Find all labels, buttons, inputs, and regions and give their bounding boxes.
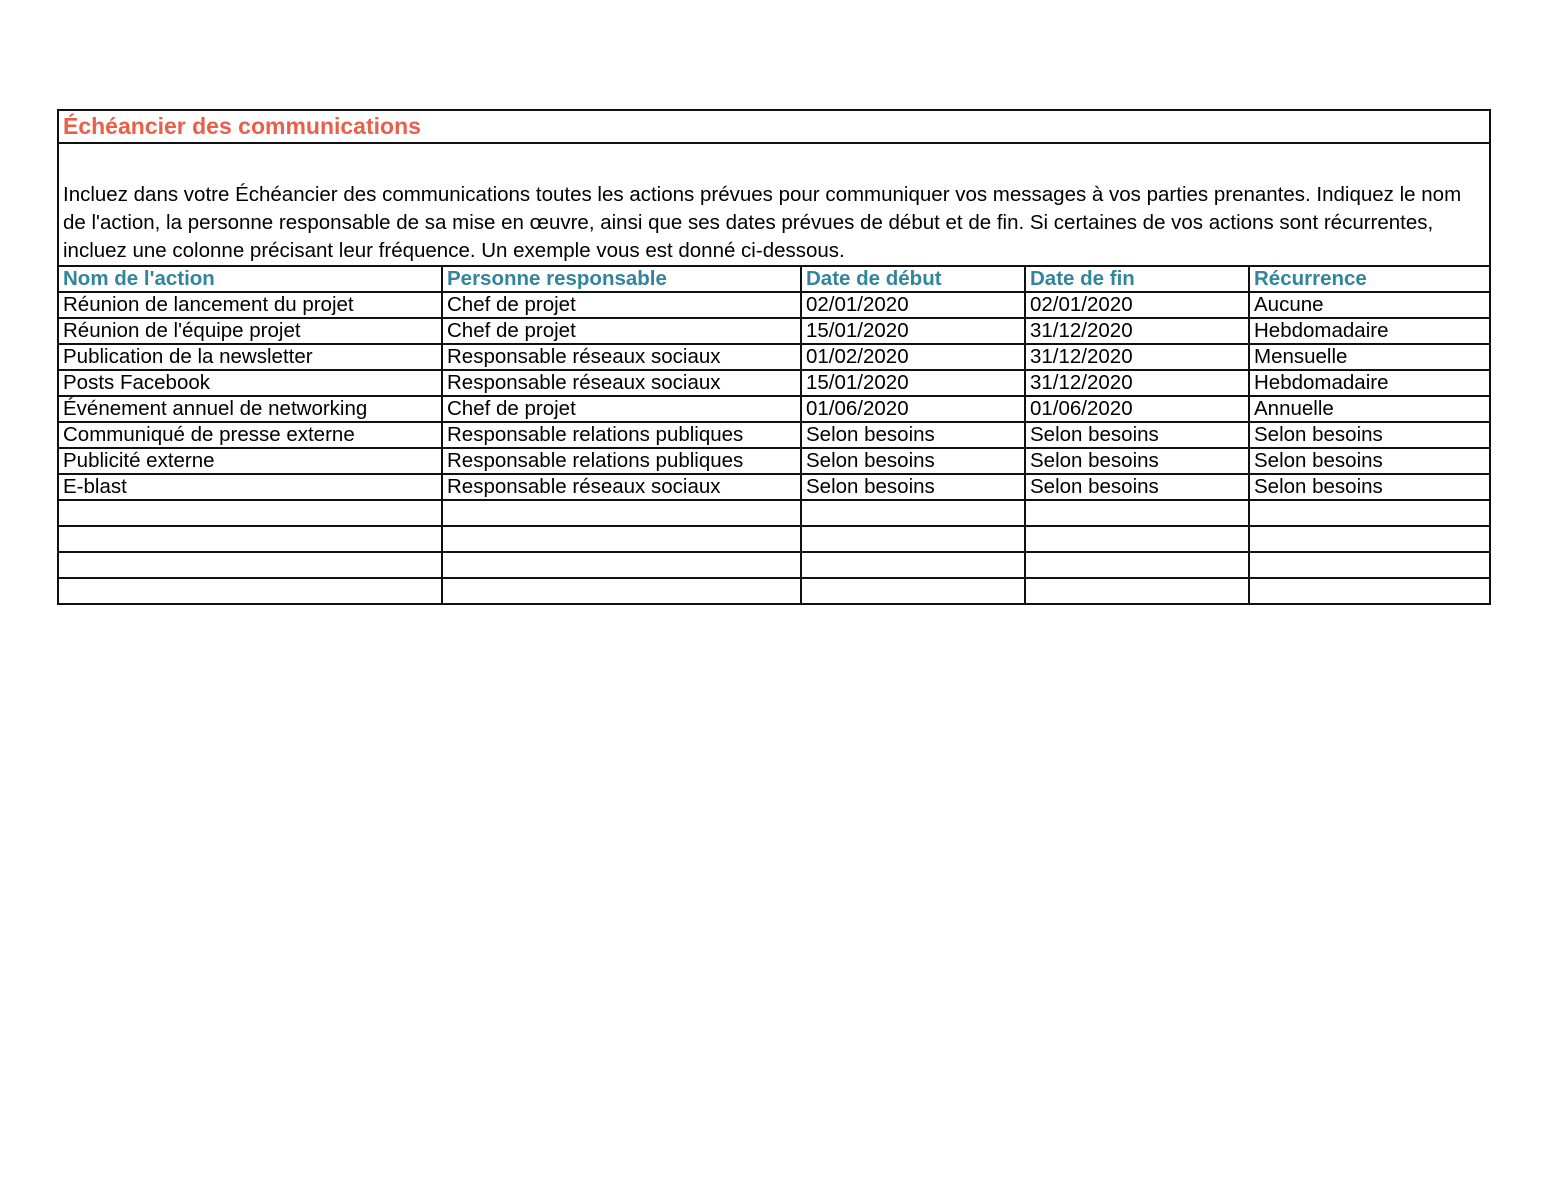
table-cell[interactable]: Responsable réseaux sociaux [442,474,801,500]
table-cell[interactable]: 15/01/2020 [801,318,1025,344]
column-header: Date de fin [1025,266,1249,292]
table-cell[interactable] [58,500,442,526]
table-cell[interactable]: Réunion de l'équipe projet [58,318,442,344]
table-cell[interactable]: Posts Facebook [58,370,442,396]
table-cell[interactable]: 02/01/2020 [801,292,1025,318]
table-row [58,474,1490,500]
table-row [58,500,1490,526]
table-cell[interactable]: Publicité externe [58,448,442,474]
table-cell[interactable]: Responsable relations publiques [442,422,801,448]
table-cell[interactable]: Selon besoins [801,448,1025,474]
table-cell[interactable]: Hebdomadaire [1249,370,1490,396]
table-cell[interactable]: 31/12/2020 [1025,370,1249,396]
table-cell[interactable] [1025,578,1249,604]
table-cell[interactable]: Hebdomadaire [1249,318,1490,344]
column-header: Personne responsable [442,266,801,292]
table-cell[interactable]: 31/12/2020 [1025,344,1249,370]
table-cell[interactable] [1249,500,1490,526]
table-row [58,448,1490,474]
table-cell[interactable]: Chef de projet [442,292,801,318]
table-row [58,578,1490,604]
table-cell[interactable] [58,526,442,552]
table-cell[interactable]: Selon besoins [1249,474,1490,500]
table-cell[interactable]: Responsable réseaux sociaux [442,344,801,370]
table-cell[interactable]: 15/01/2020 [801,370,1025,396]
table-cell[interactable]: Chef de projet [442,318,801,344]
table-row [58,370,1490,396]
table-cell[interactable]: Selon besoins [1025,422,1249,448]
table-cell[interactable]: Communiqué de presse externe [58,422,442,448]
table-cell[interactable]: Événement annuel de networking [58,396,442,422]
table-cell[interactable] [1025,552,1249,578]
table-row [58,292,1490,318]
table-cell[interactable] [801,526,1025,552]
table-cell[interactable]: Responsable réseaux sociaux [442,370,801,396]
table-cell[interactable]: 01/06/2020 [801,396,1025,422]
table-cell[interactable] [58,578,442,604]
table-cell[interactable] [1249,552,1490,578]
table-cell[interactable]: 01/06/2020 [1025,396,1249,422]
table-cell[interactable]: 02/01/2020 [1025,292,1249,318]
table-cell[interactable]: Selon besoins [801,474,1025,500]
table-row [58,396,1490,422]
table-cell[interactable] [801,500,1025,526]
table-cell[interactable]: 31/12/2020 [1025,318,1249,344]
table-cell[interactable]: Selon besoins [1025,474,1249,500]
table-cell[interactable]: Selon besoins [1025,448,1249,474]
table-cell[interactable] [442,578,801,604]
table-row [58,422,1490,448]
table-cell[interactable] [1025,526,1249,552]
table-row [58,318,1490,344]
table-cell[interactable]: 01/02/2020 [801,344,1025,370]
table-cell[interactable]: Selon besoins [1249,448,1490,474]
table-cell[interactable]: Selon besoins [1249,422,1490,448]
page-title: Échéancier des communications [58,110,1490,143]
table-cell[interactable]: Mensuelle [1249,344,1490,370]
column-header: Date de début [801,266,1025,292]
table-cell[interactable] [801,578,1025,604]
table-cell[interactable] [1249,526,1490,552]
column-header: Nom de l'action [58,266,442,292]
table-cell[interactable]: Publication de la newsletter [58,344,442,370]
description: Incluez dans votre Échéancier des communications toutes les actions prévues pour communiquer vos messages à vos parties prenantes. Indiquez le nom de l'action, la personne responsable de sa mise en œuvre, ainsi que ses dates prévues de début et de fin. Si certaines de vos actions sont récurrentes, incluez une colonne précisant leur fréquence. Un exemple vous est donné ci-dessous. [58,143,1490,266]
table-cell[interactable] [442,552,801,578]
table-cell[interactable]: Annuelle [1249,396,1490,422]
table-cell[interactable]: E-blast [58,474,442,500]
table-row [58,344,1490,370]
table-cell[interactable]: Aucune [1249,292,1490,318]
table-cell[interactable]: Chef de projet [442,396,801,422]
table-row [58,552,1490,578]
table-cell[interactable]: Responsable relations publiques [442,448,801,474]
table-cell[interactable]: Réunion de lancement du projet [58,292,442,318]
table-cell[interactable] [58,552,442,578]
table-cell[interactable] [442,526,801,552]
table-cell[interactable] [442,500,801,526]
table-cell[interactable]: Selon besoins [801,422,1025,448]
communications-schedule-table [57,109,1491,605]
table-cell[interactable] [1025,500,1249,526]
column-header: Récurrence [1249,266,1490,292]
table-cell[interactable] [801,552,1025,578]
table-cell[interactable] [1249,578,1490,604]
table-row [58,526,1490,552]
